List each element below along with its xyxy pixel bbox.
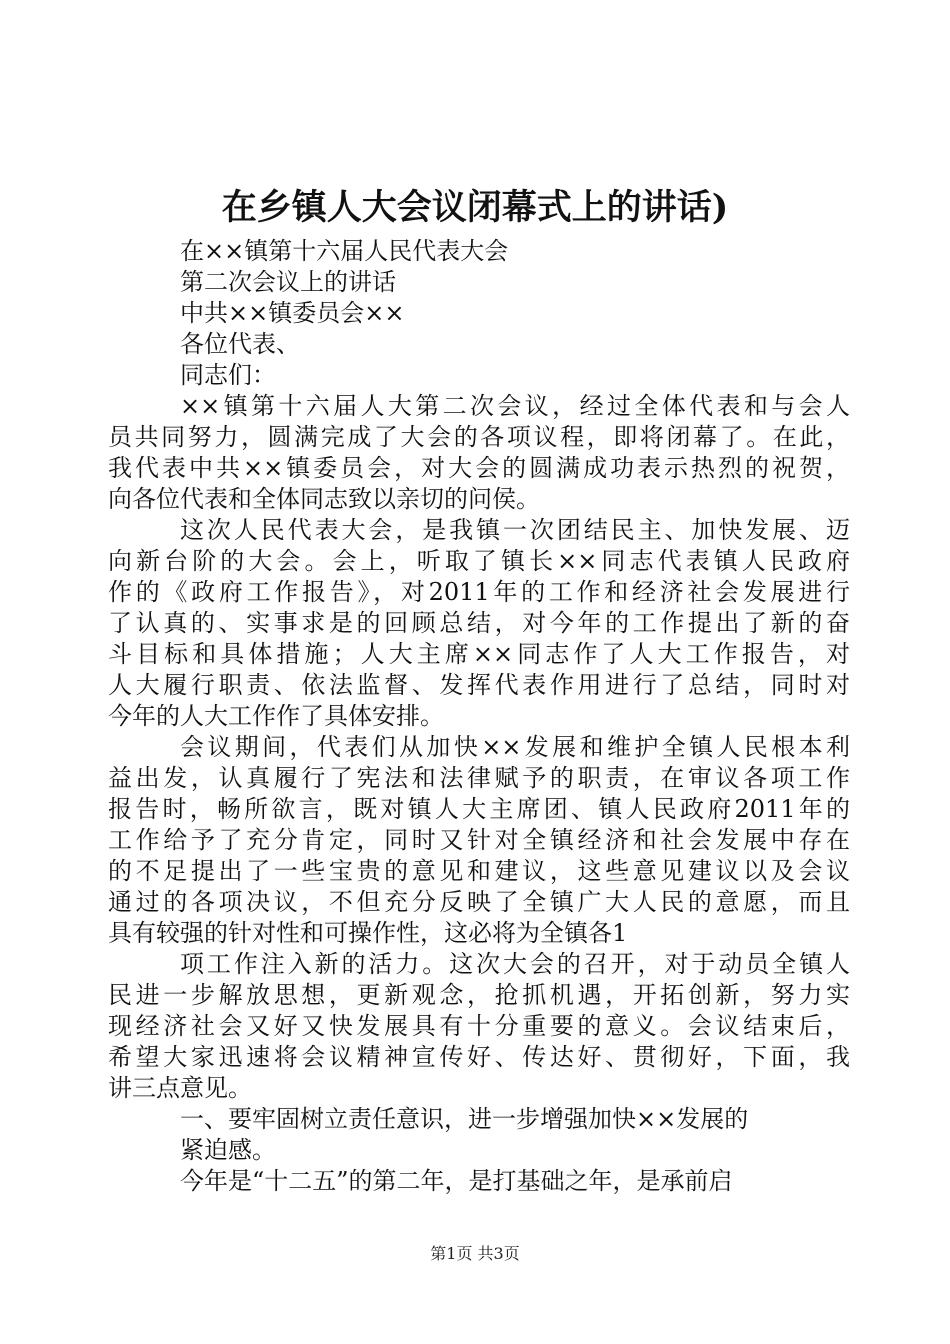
paragraph-line: 今年是“十二五”的第二年，是打基础之年，是承前启 (180, 1167, 733, 1195)
paragraph-line: 了认真的、实事求是的回顾总结，对今年的工作提出了新的奋 (108, 609, 850, 637)
page-footer: 第1页 共3页 (430, 1244, 520, 1263)
paragraph-line: 通过的各项决议，不但充分反映了全镇广大人民的意愿，而且 (108, 888, 850, 916)
paragraph-line: 工作给予了充分肯定，同时又针对全镇经济和社会发展中存在 (108, 826, 850, 854)
paragraph-line: 具有较强的针对性和可操作性，这必将为全镇各1 (108, 919, 628, 947)
document-title: 在乡镇人大会议闭幕式上的讲话) (221, 187, 729, 228)
paragraph-line: 斗目标和具体措施；人大主席××同志作了人大工作报告，对 (108, 640, 850, 668)
paragraph-line: 希望大家迅速将会议精神宣传好、传达好、贯彻好，下面，我 (108, 1043, 850, 1071)
paragraph-line: 作的《政府工作报告》，对2011年的工作和经济社会发展进行 (108, 578, 850, 606)
paragraph-line: 我代表中共××镇委员会，对大会的圆满成功表示热烈的祝贺， (108, 454, 850, 482)
header-line: 第二次会议上的讲话 (180, 268, 396, 296)
paragraph-line: 今年的人大工作作了具体安排。 (108, 702, 444, 730)
paragraph-line: 会议期间，代表们从加快××发展和维护全镇人民根本利 (180, 733, 850, 761)
section-heading: 一、要牢固树立责任意识，进一步增强加快××发展的 (180, 1105, 749, 1133)
salutation-line: 同志们： (180, 361, 276, 389)
paragraph-line: 的不足提出了一些宝贵的意见和建议，这些意见建议以及会议 (108, 857, 850, 885)
paragraph-line: 项工作注入新的活力。这次大会的召开，对于动员全镇人 (180, 950, 850, 978)
paragraph-line: 益出发，认真履行了宪法和法律赋予的职责，在审议各项工作 (108, 764, 850, 792)
paragraph-line: 员共同努力，圆满完成了大会的各项议程，即将闭幕了。在此， (108, 423, 850, 451)
header-line: 在××镇第十六届人民代表大会 (180, 237, 509, 265)
paragraph-line: 现经济社会又好又快发展具有十分重要的意义。会议结束后， (108, 1012, 850, 1040)
section-heading: 紧迫感。 (180, 1136, 276, 1164)
header-line: 中共××镇委员会×× (180, 299, 405, 327)
salutation-line: 各位代表、 (180, 330, 300, 358)
paragraph-line: 报告时，畅所欲言，既对镇人大主席团、镇人民政府2011年的 (108, 795, 850, 823)
paragraph-line: 向各位代表和全体同志致以亲切的问侯。 (108, 485, 540, 513)
paragraph-line: ××镇第十六届人大第二次会议，经过全体代表和与会人 (180, 392, 850, 420)
paragraph-line: 民进一步解放思想，更新观念，抢抓机遇，开拓创新，努力实 (108, 981, 850, 1009)
paragraph-line: 讲三点意见。 (108, 1074, 252, 1102)
document-body (108, 236, 850, 1197)
paragraph-line: 人大履行职责、依法监督、发挥代表作用进行了总结，同时对 (108, 671, 850, 699)
paragraph-line: 这次人民代表大会，是我镇一次团结民主、加快发展、迈 (180, 516, 850, 544)
paragraph-line: 向新台阶的大会。会上，听取了镇长××同志代表镇人民政府 (108, 547, 850, 575)
